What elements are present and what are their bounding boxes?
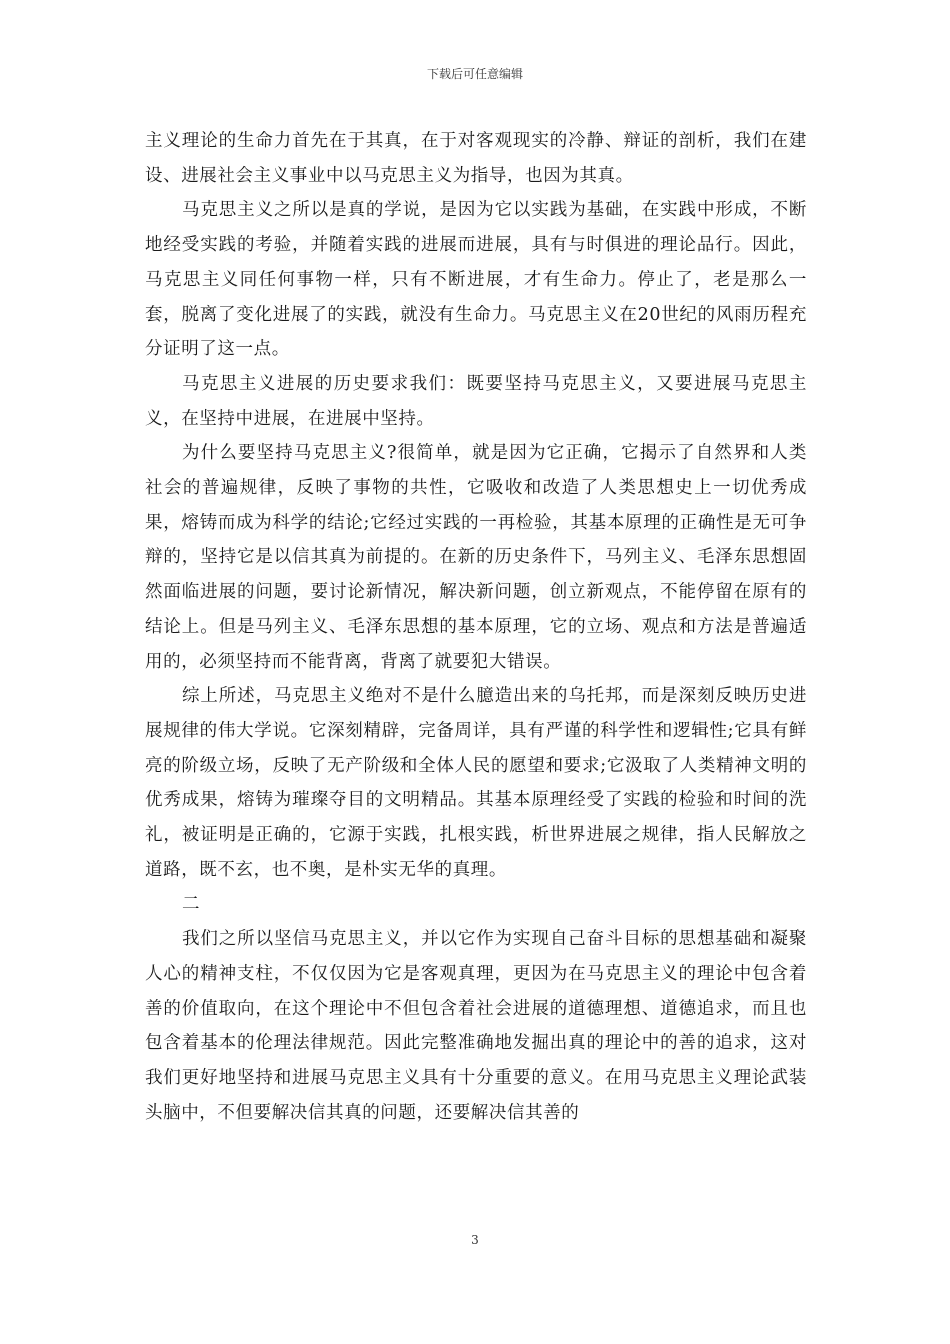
paragraph-1: 主义理论的生命力首先在于其真，在于对客观现实的冷静、辩证的剖析，我们在建设、进展社会主义事业中以马克思主义为指导，也因为其真。 <box>145 131 807 186</box>
paragraph-4: 为什么要坚持马克思主义?很简单，就是因为它正确，它揭示了自然界和人类社会的普遍规律，反映了事物的共性，它吸收和改造了人类思想史上一切优秀成果，熔铸而成为科学的结论;它经过实践的一再检验，其基本原理的正确性是无可争辩的，坚持它是以信其真为前提的。在新的历史条件下，马列主义、毛泽东思想固然面临进展的问题，要讨论新情况，解决新问题，创立新观点，不能停留在原有的结论上。但是马列主义、毛泽东思想的基本原理，它的立场、观点和方法是普遍适用的，必须坚持而不能背离，背离了就要犯大错误。 <box>145 443 807 672</box>
paragraph-6: 我们之所以坚信马克思主义，并以它作为实现自己奋斗目标的思想基础和凝聚人心的精神支柱，不仅仅因为它是客观真理，更因为在马克思主义的理论中包含着善的价值取向，在这个理论中不但包含着社会进展的道德理想、道德追求，而且也包含着基本的伦理法律规范。因此完整准确地发掘出真的理论中的善的追求，这对我们更好地坚持和进展马克思主义具有十分重要的意义。在用马克思主义理论武装头脑中，不但要解决信其真的问题，还要解决信其善的 <box>145 929 807 1123</box>
page-header: 下载后可任意编辑 <box>426 67 523 81</box>
section-heading: 二 <box>182 894 200 915</box>
paragraph-5: 综上所述，马克思主义绝对不是什么臆造出来的乌托邦，而是深刻反映历史进展规律的伟大学说。它深刻精辟，完备周详，具有严谨的科学性和逻辑性;它具有鲜亮的阶级立场，反映了无产阶级和全体人民的愿望和要求;它汲取了人类精神文明的优秀成果，熔铸为璀璨夺目的文明精品。其基本原理经受了实践的检验和时间的洗礼，被证明是正确的，它源于实践，扎根实践，析世界进展之规律，指人民解放之道路，既不玄，也不奥，是朴实无华的真理。 <box>145 686 807 880</box>
paragraph-3: 马克思主义进展的历史要求我们：既要坚持马克思主义，又要进展马克思主义，在坚持中进展，在进展中坚持。 <box>145 373 807 429</box>
page-number: 3 <box>471 1233 479 1247</box>
document-body <box>145 124 807 1130</box>
paragraph-2: 马克思主义之所以是真的学说，是因为它以实践为基础，在实践中形成，不断地经受实践的考验，并随着实践的进展而进展，具有与时俱进的理论品行。因此，马克思主义同任何事物一样，只有不断进展，才有生命力。停止了，老是那么一套，脱离了变化进展了的实践，就没有生命力。马克思主义在20世纪的风雨历程充分证明了这一点。 <box>145 200 807 360</box>
